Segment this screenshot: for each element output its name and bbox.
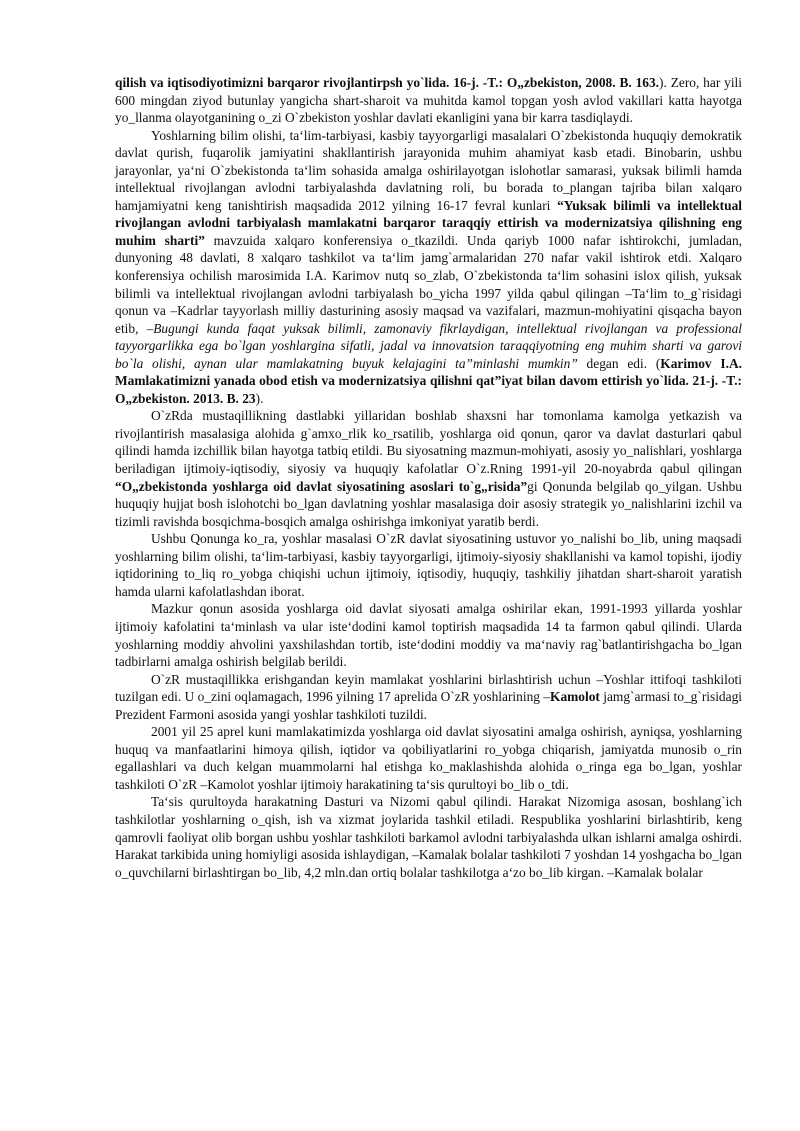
paragraph-4 — [115, 530, 742, 600]
kamolot-bold: Kamolot — [550, 689, 600, 705]
paragraph-6 — [115, 671, 742, 724]
paragraph-text: jamg`armasi to_g`risidagi Prezident Farmoni asosida yangi yoshlar tashkiloti tuzildi. — [115, 689, 742, 722]
paragraph-text: 2001 yil 25 aprel kuni mamlakatimizda yoshlarga oid davlat siyosatini amalga oshirish, ayniqsa, yoshlarning huquq va manfaatlarini himoya qilish, iqtidor va qobiliyatlarini ro_yobga chiqarish, jamiyatda munosib o_rin egallashlari va duch kelgan muammolarni hal etishga ko_maklashishda alohida o_ringa ega bo_lgan, yoshlar tashkiloti O`zR –Kamolot yoshlar ijtimoiy harakatining ta‘sis qurultoyi bo_lib o_tdi. — [115, 724, 742, 792]
paragraph-1 — [115, 74, 742, 127]
paragraph-2 — [115, 127, 742, 408]
paragraph-text: ). Zero, har yili 600 mingdan ziyod butunlay yangicha shart-sharoit va muhitda kamol topgan yosh avlod vakillari katta hayotga yo_llanma olayotganining o_zi O`zbekiston yoshlar davlati ekanligini yana bir karra tasdiqlaydi. — [115, 75, 742, 126]
paragraph-text: Yoshlarning bilim olishi, ta‘lim-tarbiyasi, kasbiy tayyorgarligi masalalari O`zbekistonda huquqiy demokratik davlat qurish, fuqarolik jamiyatini shakllantirish jarayonida muhim ahamiyat kasb etadi. Binobarin, ushbu jarayonlar, ya‘ni O`zbekistonda ta‘lim sohasida amalga oshirilayotgan islohotlar samarasi, yuksak bilimli hamda intellektual rivojlangan avlodni tarbiyalashda davlatning roli, bu borada to_plangan tajriba bilan xalqaro hamjamiyatni keng tanishtirish maqsadida 2012 yilning 16-17 fevral kunlari — [115, 127, 742, 213]
paragraph-text: mavzuida xalqaro konferensiya o_tkazildi. Unda qariyb 1000 nafar ishtirokchi, jumladan, dunyoning 48 davlati, 8 xalqaro tashkilot va ta‘lim jamg`armalaridan 270 nafar vakil ishtirok etdi. Xalqaro konferensiya ochilish marosimida I.A. Karimov nutq so_zlab, O`zbekistonda ta‘lim sohasini islox qilish, yuksak bilimli va intellektual rivojlangan avlodni tarbiyalash bo_yicha 1997 yilda qabul qilingan –Ta‘lim to_g`risidagi qonun va –Kadrlar tayyorlash milliy dasturining asosiy maqsad va vazifalari, mazmun-mohiyatini qisqacha bayon etib, — [115, 232, 742, 336]
paragraph-text: Ta‘sis qurultoyda harakatning Dasturi va Nizomi qabul qilindi. Harakat Nizomiga asosan, boshlang`ich tashkilotlar yoshlarning o_qish, ish va xizmat joylarida tashkil etiladi. Respublika yoshlarini birlashtirib, keng qamrovli faoliyat olib borgan ushbu yoshlar tashkiloti barkamol avlodni tarbiyalashda ulkan ishlarni amalga oshirdi. Harakat tarkibida uning homiyligi asosida ishlaydigan, –Kamalak bolalar tashkiloti 7 yoshdan 14 yoshgacha bo_lgan o_quvchilarni birlashtirgan bo_lib, 4,2 mln.dan ortiq bolalar tashkilotga a‘zo bo_lib kirgan. –Kamalak bolalar — [115, 794, 742, 880]
paragraph-7 — [115, 723, 742, 793]
paragraph-text: gi Qonunda belgilab qo_yilgan. Ushbu huquqiy hujjat bosh islohotchi bo_lgan davlatning yoshlar masalasiga doir asosiy strategik yo_nalishlarini izchil va tizimli ravishda bosqichma-bosqich amalga oshirishga imkoniyat yaratib berdi. — [115, 478, 742, 529]
citation-bold: Karimov I.A. Mamlakatimizni yanada obod etish va modernizatsiya qilishni qat”iyat bilan davom ettirish yo`lida. 21-j. -T.: O„zbekiston. 2013. B. 23 — [115, 355, 742, 406]
paragraph-text: Mazkur qonun asosida yoshlarga oid davlat siyosati amalga oshirilar ekan, 1991-1993 yillarda yoshlar ijtimoiy kafolatini ta‘minlash va ular iste‘dodini kamol toptirish maqsadida 14 ta farmon qabul qilindi. Ularda yoshlarning moddiy ahvolini yaxshilashdan tortib, iste‘dodini moddiy va ma‘naviy rag`batlantirishgacha bo_lgan tadbirlarni amalga oshirish belgilab berildi. — [115, 601, 742, 670]
paragraph-text: O`zRda mustaqillikning dastlabki yillaridan boshlab shaxsni har tomonlama kamolga yetkazish va rivojlantirish masalasiga alohida g`amxo_rlik ko_rsatilib, yoshlarga oid qonun, qaror va davlat dasturlari qabul qilindi hamda izchillik bilan hayotga tatbiq etildi. Bu siyosatning mazmun-mohiyati, asosiy yo_nalishlari, yoshlarga beriladigan ijtimoiy-iqtisodiy, siyosiy va huquqiy kafolatlar O`z.Rning 1991-yil 20-noyabrda qabul qilingan — [115, 408, 742, 477]
conference-title: “Yuksak bilimli va intellektual rivojlangan avlodni tarbiyalash mamlakatni barqaror taraqqiy ettirish va modernizatsiya qilishning eng muhim sharti” — [115, 197, 742, 248]
paragraph-text: O`zR mustaqillikka erishgandan keyin mamlakat yoshlarini birlashtirish uchun –Yoshlar ittifoqi tashkiloti tuzilgan edi. U o_zini oqlamagach, 1996 yilning 17 aprelida O`zR yoshlarining – — [115, 671, 742, 705]
paragraph-text: ). — [255, 390, 264, 406]
quote-italic: –Bugungi kunda faqat yuksak bilimli, zamonaviy fikrlaydigan, intellektual rivojlangan va professional tayyorgarlikka ega bo`lgan yoshlargina sifatli, jadal va innovatsion taraqqiyotning eng muhim sharti va garovi bo`la olishi, aynan ular mamlakatning buyuk kelajagini ta”minlashi mumkin” — [115, 320, 743, 371]
document-page — [115, 74, 742, 881]
paragraph-text: Ushbu Qonunga ko_ra, yoshlar masalasi O`zR davlat siyosatining ustuvor yo_nalishi bo_lib, uning maqsadi yoshlarning bilim olishi, ta‘lim-tarbiyasi, kasbiy tayyorgarligi, ijtimoiy-siyosiy shakllanishi va kamol topishi, ijodiy iqtidorining to_liq ro_yobga chiqishi uchun ijtimoiy, iqtisodiy, huquqiy, tashkiliy jihatdan shart-sharoit yaratish hamda ularni kafolatlashdan iborat. — [115, 531, 742, 599]
paragraph-8 — [115, 793, 742, 881]
paragraph-5 — [115, 600, 742, 670]
law-title: “O„zbekistonda yoshlarga oid davlat siyosatining asoslari to`g„risida” — [115, 478, 528, 494]
citation-bold: qilish va iqtisodiyotimizni barqaror rivojlantirpsh yo`lida. 16-j. -T.: O„zbekiston, 2008. B. 163. — [115, 75, 660, 90]
paragraph-text: degan edi. ( — [577, 355, 661, 371]
paragraph-3 — [115, 407, 742, 530]
